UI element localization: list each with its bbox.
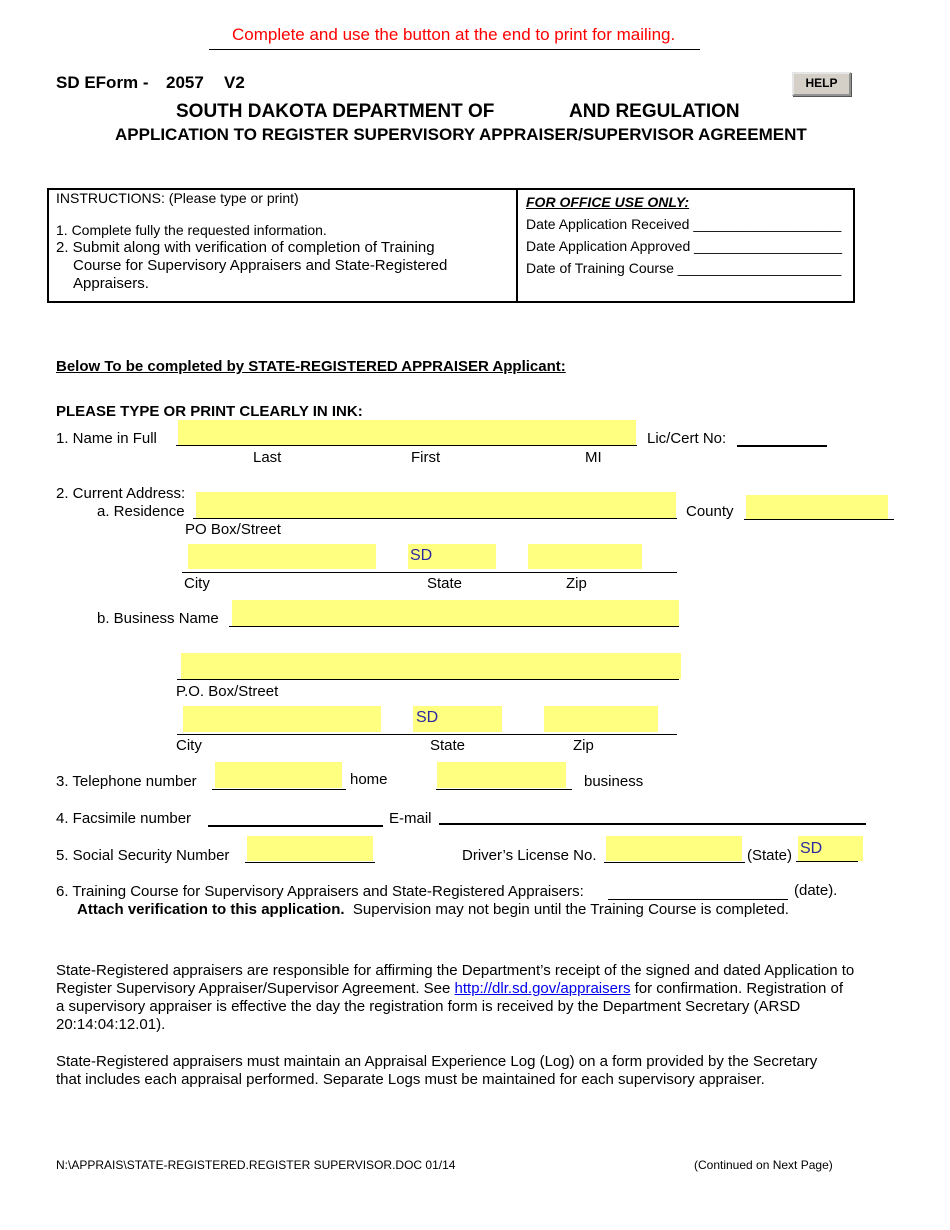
residence-label: a. Residence <box>97 503 185 520</box>
attach-verification-text: Attach verification to this application. Supervision may not begin until the Training Course is completed. <box>77 901 789 918</box>
para2-line-1: State-Registered appraisers must maintain an Appraisal Experience Log (Log) on a form provided by the Secretary <box>56 1053 818 1070</box>
q5-ssn-label: 5. Social Security Number <box>56 847 230 864</box>
home-phone-field[interactable] <box>215 762 342 788</box>
residence-street-line <box>193 518 677 519</box>
instructions-title: INSTRUCTIONS: (Please type or print) <box>56 190 299 206</box>
eform-label: SD EForm - <box>56 73 149 92</box>
para2-line-2: that includes each appraisal performed. Separate Logs must be maintained for each supervisory appraiser. <box>56 1071 765 1088</box>
business-phone-field[interactable] <box>437 762 566 788</box>
instruction-item-1: 1. Complete fully the requested information. <box>56 222 327 238</box>
training-date-field[interactable] <box>608 899 788 900</box>
fax-field[interactable] <box>208 825 383 827</box>
notice-underline <box>209 49 700 50</box>
q1-name-label: 1. Name in Full <box>56 430 157 447</box>
residence-city-line <box>182 572 677 573</box>
drivers-license-label: Driver’s License No. <box>462 847 597 864</box>
ssn-line <box>245 862 375 863</box>
form-subtitle: APPLICATION TO REGISTER SUPERVISORY APPRAISER/SUPERVISOR AGREEMENT <box>115 125 807 144</box>
instructions-box-divider <box>516 188 518 301</box>
first-caption: First <box>411 449 441 466</box>
email-label: E-mail <box>389 810 432 827</box>
zip-caption: Zip <box>566 575 587 592</box>
business-name-line <box>229 626 679 627</box>
lic-cert-field[interactable] <box>737 445 827 447</box>
footer-continued: (Continued on Next Page) <box>694 1158 833 1172</box>
para1-line-4: 20:14:04:12.01). <box>56 1016 166 1033</box>
form-version: V2 <box>224 73 245 92</box>
po-street-caption-b: P.O. Box/Street <box>176 683 279 700</box>
q6-training-label: 6. Training Course for Supervisory Appraisers and State-Registered Appraisers: <box>56 883 584 900</box>
city-caption: City <box>184 575 210 592</box>
instruction-item-2-line-2: Course for Supervisory Appraisers and State-Registered <box>73 257 448 274</box>
ssn-field[interactable] <box>247 836 373 861</box>
county-field[interactable] <box>746 495 888 519</box>
date-caption: (date). <box>794 882 838 899</box>
para1-line-3: a supervisory appraiser is effective the day the registration form is received by the Department Secretary (ARSD <box>56 998 801 1015</box>
full-name-field[interactable] <box>178 420 636 445</box>
instruction-item-2-line-1: 2. Submit along with verification of completion of Training <box>56 239 435 256</box>
drivers-license-field[interactable] <box>606 836 742 861</box>
residence-street-field[interactable] <box>196 492 676 518</box>
business-street-line <box>177 679 679 680</box>
dept-title-right: AND REGULATION <box>569 101 740 122</box>
help-button[interactable]: HELP <box>792 72 851 96</box>
residence-zip-field[interactable] <box>528 544 642 569</box>
mi-caption: MI <box>585 449 602 466</box>
print-clearly-heading: PLEASE TYPE OR PRINT CLEARLY IN INK: <box>56 403 363 420</box>
city-caption-b: City <box>176 737 202 754</box>
business-street-field[interactable] <box>181 653 681 679</box>
q2-address-label: 2. Current Address: <box>56 485 186 502</box>
home-phone-line <box>212 789 346 790</box>
business-city-line <box>177 734 677 735</box>
business-phone-line <box>436 789 572 790</box>
business-name-label: b. Business Name <box>97 610 219 627</box>
state-caption: State <box>427 575 463 592</box>
q3-telephone-label: 3. Telephone number <box>56 773 197 790</box>
dl-state-line <box>796 861 858 862</box>
form-number: 2057 <box>166 73 204 92</box>
instruction-item-2-line-3: Appraisers. <box>73 275 149 292</box>
business-state-value: SD <box>416 709 439 726</box>
office-date-received: Date Application Received ___________________ <box>526 216 842 232</box>
q4-fax-label: 4. Facsimile number <box>56 810 192 827</box>
office-use-title: FOR OFFICE USE ONLY: <box>526 194 690 210</box>
section-heading: Below To be completed by STATE-REGISTERED APPRAISER Applicant: <box>56 358 566 375</box>
state-caption-b: State <box>430 737 466 754</box>
drivers-license-line <box>604 862 745 863</box>
last-caption: Last <box>253 449 282 466</box>
po-street-caption: PO Box/Street <box>185 521 281 538</box>
para1-line-2: Register Supervisory Appraiser/Supervisor Agreement. See http://dlr.sd.gov/appraisers for confirmation. Registration of <box>56 980 844 997</box>
home-caption: home <box>350 771 388 788</box>
business-caption: business <box>584 773 644 790</box>
print-notice: Complete and use the button at the end to print for mailing. <box>232 25 676 44</box>
zip-caption-b: Zip <box>573 737 594 754</box>
office-date-training: Date of Training Course _____________________ <box>526 260 842 276</box>
office-date-approved: Date Application Approved ___________________ <box>526 238 843 254</box>
dl-state-label: (State) <box>747 847 793 864</box>
dl-state-value: SD <box>800 840 823 857</box>
residence-city-field[interactable] <box>188 544 376 569</box>
county-label: County <box>686 503 734 520</box>
appraisers-link[interactable]: http://dlr.sd.gov/appraisers <box>454 980 631 997</box>
email-field[interactable] <box>439 823 866 825</box>
dept-title-left: SOUTH DAKOTA DEPARTMENT OF <box>176 101 495 122</box>
business-zip-field[interactable] <box>544 706 658 732</box>
business-name-field[interactable] <box>232 600 679 626</box>
lic-cert-label: Lic/Cert No: <box>647 430 727 447</box>
residence-state-value: SD <box>410 547 433 564</box>
business-city-field[interactable] <box>183 706 381 732</box>
footer-doc-path: N:\APPRAIS\STATE-REGISTERED.REGISTER SUPERVISOR.DOC 01/14 <box>56 1158 456 1172</box>
para1-line-1: State-Registered appraisers are responsible for affirming the Department’s receipt of the signed and dated Application to <box>56 962 855 979</box>
county-line <box>744 519 894 520</box>
full-name-line <box>176 445 637 446</box>
